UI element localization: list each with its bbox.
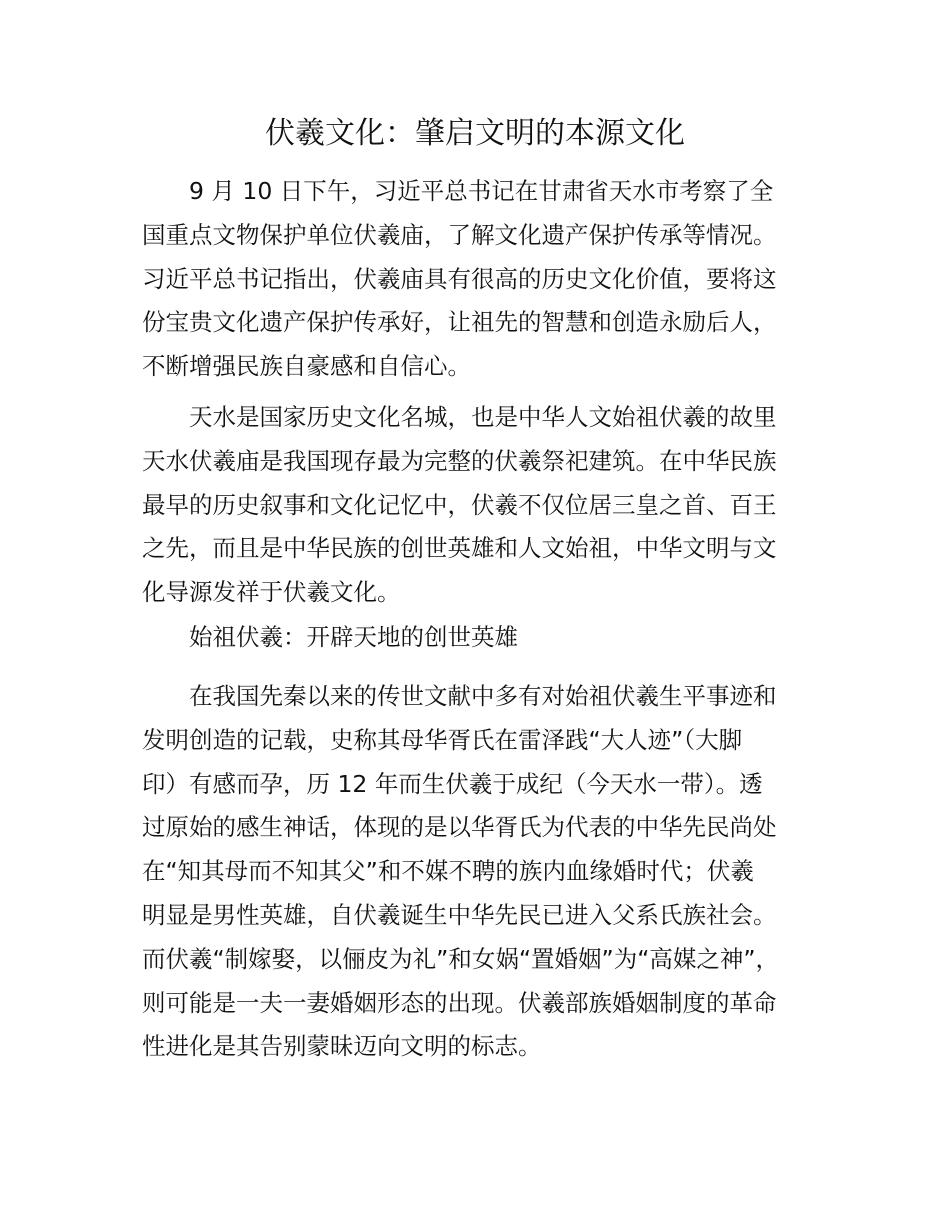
paragraph-2 bbox=[142, 396, 832, 615]
text-line: 则可能是一夫一妻婚姻形态的出现。伏羲部族婚姻制度的革命 bbox=[142, 988, 777, 1017]
section-subheading bbox=[142, 616, 832, 660]
text-line: 化导源发祥于伏羲文化。 bbox=[142, 578, 401, 607]
text-line: 印）有感而孕，历 12 年而生伏羲于成纪（今天水一带）。透 bbox=[142, 769, 763, 798]
text-line: 性进化是其告别蒙昧迈向文明的标志。 bbox=[142, 1032, 542, 1061]
text-line: 份宝贵文化遗产保护传承好，让祖先的智慧和创造永励后人， bbox=[142, 308, 777, 337]
paragraph-3 bbox=[142, 675, 832, 1069]
text-line: 天水伏羲庙是我国现存最为完整的伏羲祭祀建筑。在中华民族 bbox=[142, 446, 777, 475]
text-line: 过原始的感生神话，体现的是以华胥氏为代表的中华先民尚处 bbox=[142, 813, 777, 842]
text-line: 9 月 10 日下午，习近平总书记在甘肃省天水市考察了全 bbox=[189, 177, 774, 205]
text-line: 习近平总书记指出，伏羲庙具有很高的历史文化价值，要将这 bbox=[142, 264, 777, 293]
subheading-text: 始祖伏羲：开辟天地的创世英雄 bbox=[189, 623, 518, 651]
text-line: 在“知其母而不知其父”和不媒不聘的族内血缘婚时代；伏羲 bbox=[142, 857, 754, 886]
text-line: 国重点文物保护单位伏羲庙，了解文化遗产保护传承等情况。 bbox=[142, 220, 777, 249]
text-line: 不断增强民族自豪感和自信心。 bbox=[142, 352, 471, 381]
paragraph-1 bbox=[142, 170, 832, 389]
text-line: 之先，而且是中华民族的创世英雄和人文始祖，中华文明与文 bbox=[142, 534, 777, 563]
text-line: 最早的历史叙事和文化记忆中，伏羲不仅位居三皇之首、百王 bbox=[142, 490, 777, 519]
text-line: 发明创造的记载，史称其母华胥氏在雷泽践“大人迹”（大脚 bbox=[142, 725, 743, 754]
text-line: 而伏羲“制嫁娶，以俪皮为礼”和女娲“置婚姻”为“高媒之神”， bbox=[142, 944, 780, 973]
text-line: 天水是国家历史文化名城，也是中华人文始祖伏羲的故里 bbox=[189, 403, 777, 431]
text-line: 明显是男性英雄，自伏羲诞生中华先民已进入父系氏族社会。 bbox=[142, 900, 777, 929]
text-line: 在我国先秦以来的传世文献中多有对始祖伏羲生平事迹和 bbox=[189, 682, 777, 710]
document-title: 伏羲文化：肇启文明的本源文化 bbox=[265, 116, 685, 151]
